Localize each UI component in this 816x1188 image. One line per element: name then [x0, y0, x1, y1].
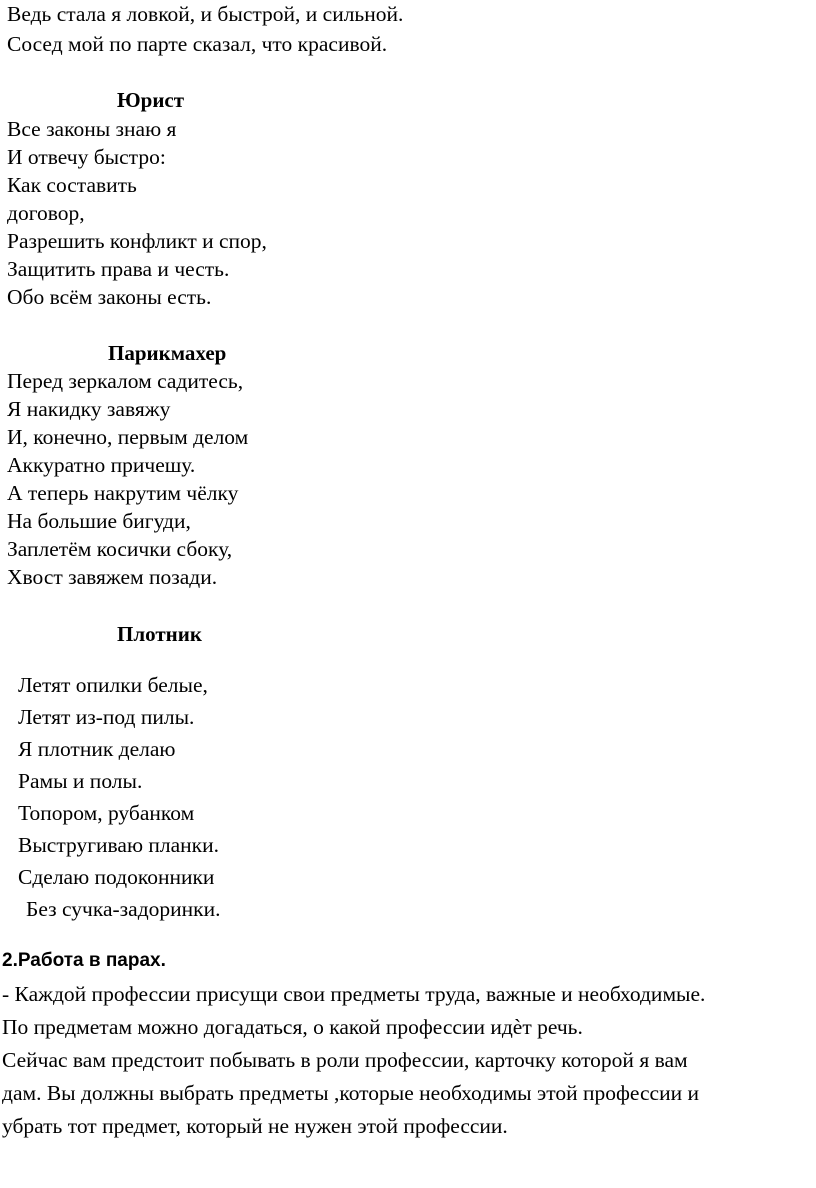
poem-line: Разрешить конфликт и спор,	[7, 229, 267, 253]
poem-line: Перед зеркалом садитесь,	[7, 369, 244, 393]
poem-line: Я накидку завяжу	[7, 397, 171, 421]
poem-line: Рамы и полы.	[18, 769, 143, 793]
intro-line: Ведь стала я ловкой, и быстрой, и сильной.	[7, 2, 404, 26]
poem-line: Выстругиваю планки.	[18, 833, 219, 857]
paragraph-line: По предметам можно догадаться, о какой профессии идѐт речь.	[2, 1015, 583, 1039]
paragraph-line: Сейчас вам предстоит побывать в роли профессии, карточку которой я вам	[2, 1048, 688, 1072]
section-heading: 2.Работа в парах.	[2, 950, 166, 971]
paragraph-line: - Каждой профессии присущи свои предметы труда, важные и необходимые.	[2, 982, 706, 1006]
poem-line: Все законы знаю я	[7, 117, 177, 141]
poem-line: И отвечу быстро:	[7, 145, 166, 169]
poem-line: Сделаю подоконники	[18, 865, 215, 889]
poem-line: И, конечно, первым делом	[7, 425, 249, 449]
poem-line: Я плотник делаю	[18, 737, 176, 761]
poem-line: договор,	[7, 201, 85, 225]
poem-line: Как составить	[7, 173, 137, 197]
paragraph-line: дам. Вы должны выбрать предметы ,которые необходимы этой профессии и	[2, 1081, 699, 1105]
poem-line: Топором, рубанком	[18, 801, 195, 825]
poem-line: Летят из-под пилы.	[18, 705, 195, 729]
poem-title-carpenter: Плотник	[117, 622, 202, 646]
poem-line: Обо всём законы есть.	[7, 285, 212, 309]
poem-line: Защитить права и честь.	[7, 257, 230, 281]
poem-title-lawyer: Юрист	[117, 88, 185, 112]
poem-line: Заплетём косички сбоку,	[7, 537, 233, 561]
poem-line: На большие бигуди,	[7, 509, 191, 533]
poem-line: Без сучка-задоринки.	[26, 897, 221, 921]
poem-line: Хвост завяжем позади.	[7, 565, 218, 589]
poem-line: Аккуратно причешу.	[7, 453, 196, 477]
poem-line: Летят опилки белые,	[18, 673, 208, 697]
poem-title-hairdresser: Парикмахер	[108, 341, 227, 365]
poem-line: А теперь накрутим чёлку	[7, 481, 239, 505]
intro-line: Сосед мой по парте сказал, что красивой.	[7, 32, 388, 56]
paragraph-line: убрать тот предмет, который не нужен этой профессии.	[2, 1114, 508, 1138]
